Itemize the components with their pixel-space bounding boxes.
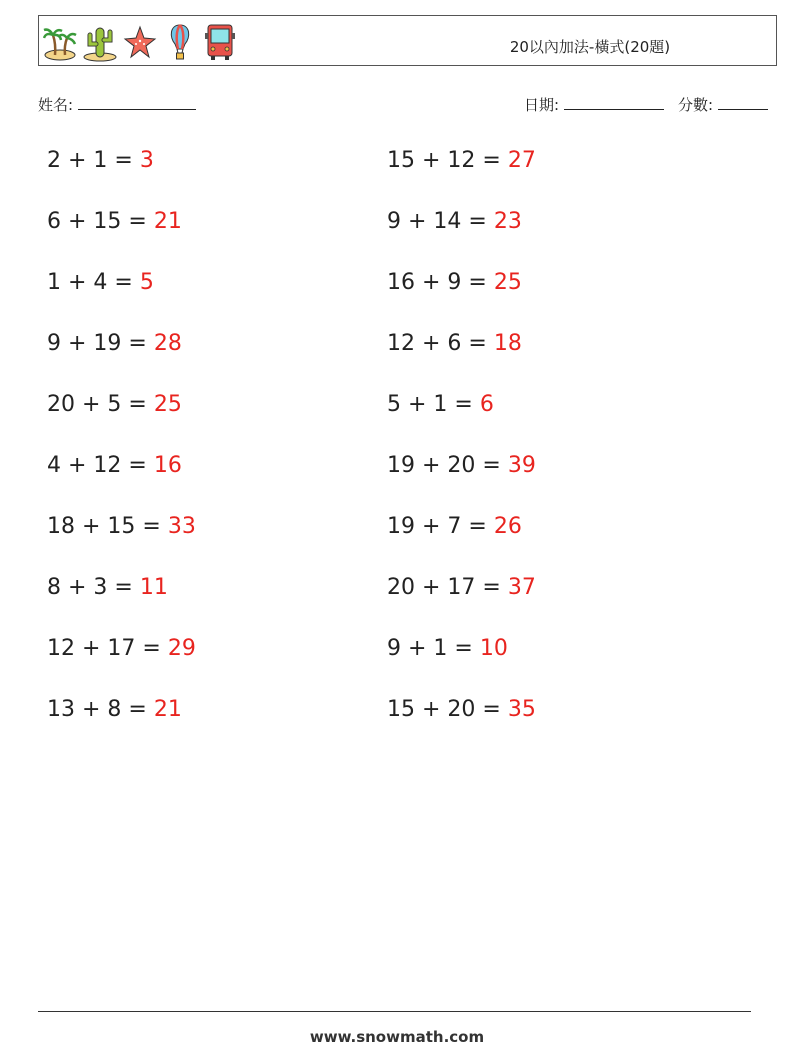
problem-left-10 xyxy=(47,697,182,722)
problem-right-6 xyxy=(387,453,536,478)
cactus-icon xyxy=(83,22,117,62)
date-field xyxy=(524,94,664,115)
bus-icon xyxy=(203,22,237,62)
problem-expression: 9 + 1 = xyxy=(387,636,480,661)
problem-answer: 29 xyxy=(167,636,196,661)
hot-air-balloon-icon xyxy=(163,22,197,62)
problem-expression: 15 + 12 = xyxy=(387,148,508,173)
footer-website: www.snowmath.com xyxy=(309,1028,485,1046)
problem-answer: 39 xyxy=(507,453,536,478)
problem-right-3 xyxy=(387,270,522,295)
problem-right-10 xyxy=(387,697,536,722)
score-field xyxy=(678,94,768,115)
problem-answer: 16 xyxy=(153,453,182,478)
name-field xyxy=(38,94,196,115)
problem-right-2 xyxy=(387,209,522,234)
problem-answer: 37 xyxy=(507,575,536,600)
problem-answer: 28 xyxy=(153,331,182,356)
header-icons xyxy=(43,22,237,62)
problem-right-1 xyxy=(387,148,536,173)
footer-divider xyxy=(38,1011,751,1012)
problem-answer: 35 xyxy=(507,697,536,722)
worksheet-header xyxy=(38,15,777,66)
problem-left-9 xyxy=(47,636,196,661)
problem-expression: 18 + 15 = xyxy=(47,514,168,539)
problem-right-4 xyxy=(387,331,522,356)
problem-expression: 1 + 4 = xyxy=(47,270,140,295)
problem-answer: 25 xyxy=(153,392,182,417)
problem-expression: 19 + 20 = xyxy=(387,453,508,478)
problem-left-4 xyxy=(47,331,182,356)
problem-answer: 5 xyxy=(139,270,154,295)
problem-answer: 21 xyxy=(153,697,182,722)
palm-tree-island-icon xyxy=(43,22,77,62)
worksheet-title: 20以內加法-橫式(20題) xyxy=(509,38,671,56)
starfish-icon xyxy=(123,22,157,62)
problem-expression: 13 + 8 = xyxy=(47,697,154,722)
problem-expression: 9 + 19 = xyxy=(47,331,154,356)
problem-left-5 xyxy=(47,392,182,417)
problem-expression: 8 + 3 = xyxy=(47,575,140,600)
name-label: 姓名: xyxy=(38,96,74,114)
problem-answer: 26 xyxy=(493,514,522,539)
problem-left-1 xyxy=(47,148,154,173)
problem-answer: 11 xyxy=(139,575,168,600)
date-blank-line xyxy=(564,95,664,110)
problem-expression: 19 + 7 = xyxy=(387,514,494,539)
problem-right-9 xyxy=(387,636,508,661)
problem-answer: 10 xyxy=(479,636,508,661)
problem-left-8 xyxy=(47,575,168,600)
problem-left-7 xyxy=(47,514,196,539)
problem-expression: 16 + 9 = xyxy=(387,270,494,295)
problem-answer: 3 xyxy=(139,148,154,173)
problem-expression: 2 + 1 = xyxy=(47,148,140,173)
problem-left-2 xyxy=(47,209,182,234)
problem-right-5 xyxy=(387,392,494,417)
name-blank-line xyxy=(78,95,196,110)
score-label: 分數: xyxy=(678,96,714,114)
problem-expression: 20 + 17 = xyxy=(387,575,508,600)
problem-expression: 12 + 6 = xyxy=(387,331,494,356)
problem-expression: 15 + 20 = xyxy=(387,697,508,722)
problem-answer: 18 xyxy=(493,331,522,356)
problem-expression: 4 + 12 = xyxy=(47,453,154,478)
problem-answer: 33 xyxy=(167,514,196,539)
problem-expression: 5 + 1 = xyxy=(387,392,480,417)
problem-left-6 xyxy=(47,453,182,478)
score-blank-line xyxy=(718,95,768,110)
problem-expression: 12 + 17 = xyxy=(47,636,168,661)
problem-expression: 9 + 14 = xyxy=(387,209,494,234)
problem-expression: 20 + 5 = xyxy=(47,392,154,417)
problem-answer: 6 xyxy=(479,392,494,417)
problem-right-8 xyxy=(387,575,536,600)
problem-answer: 23 xyxy=(493,209,522,234)
date-label: 日期: xyxy=(524,96,560,114)
problem-right-7 xyxy=(387,514,522,539)
problem-left-3 xyxy=(47,270,154,295)
problem-expression: 6 + 15 = xyxy=(47,209,154,234)
problem-answer: 21 xyxy=(153,209,182,234)
problem-answer: 25 xyxy=(493,270,522,295)
problem-answer: 27 xyxy=(507,148,536,173)
